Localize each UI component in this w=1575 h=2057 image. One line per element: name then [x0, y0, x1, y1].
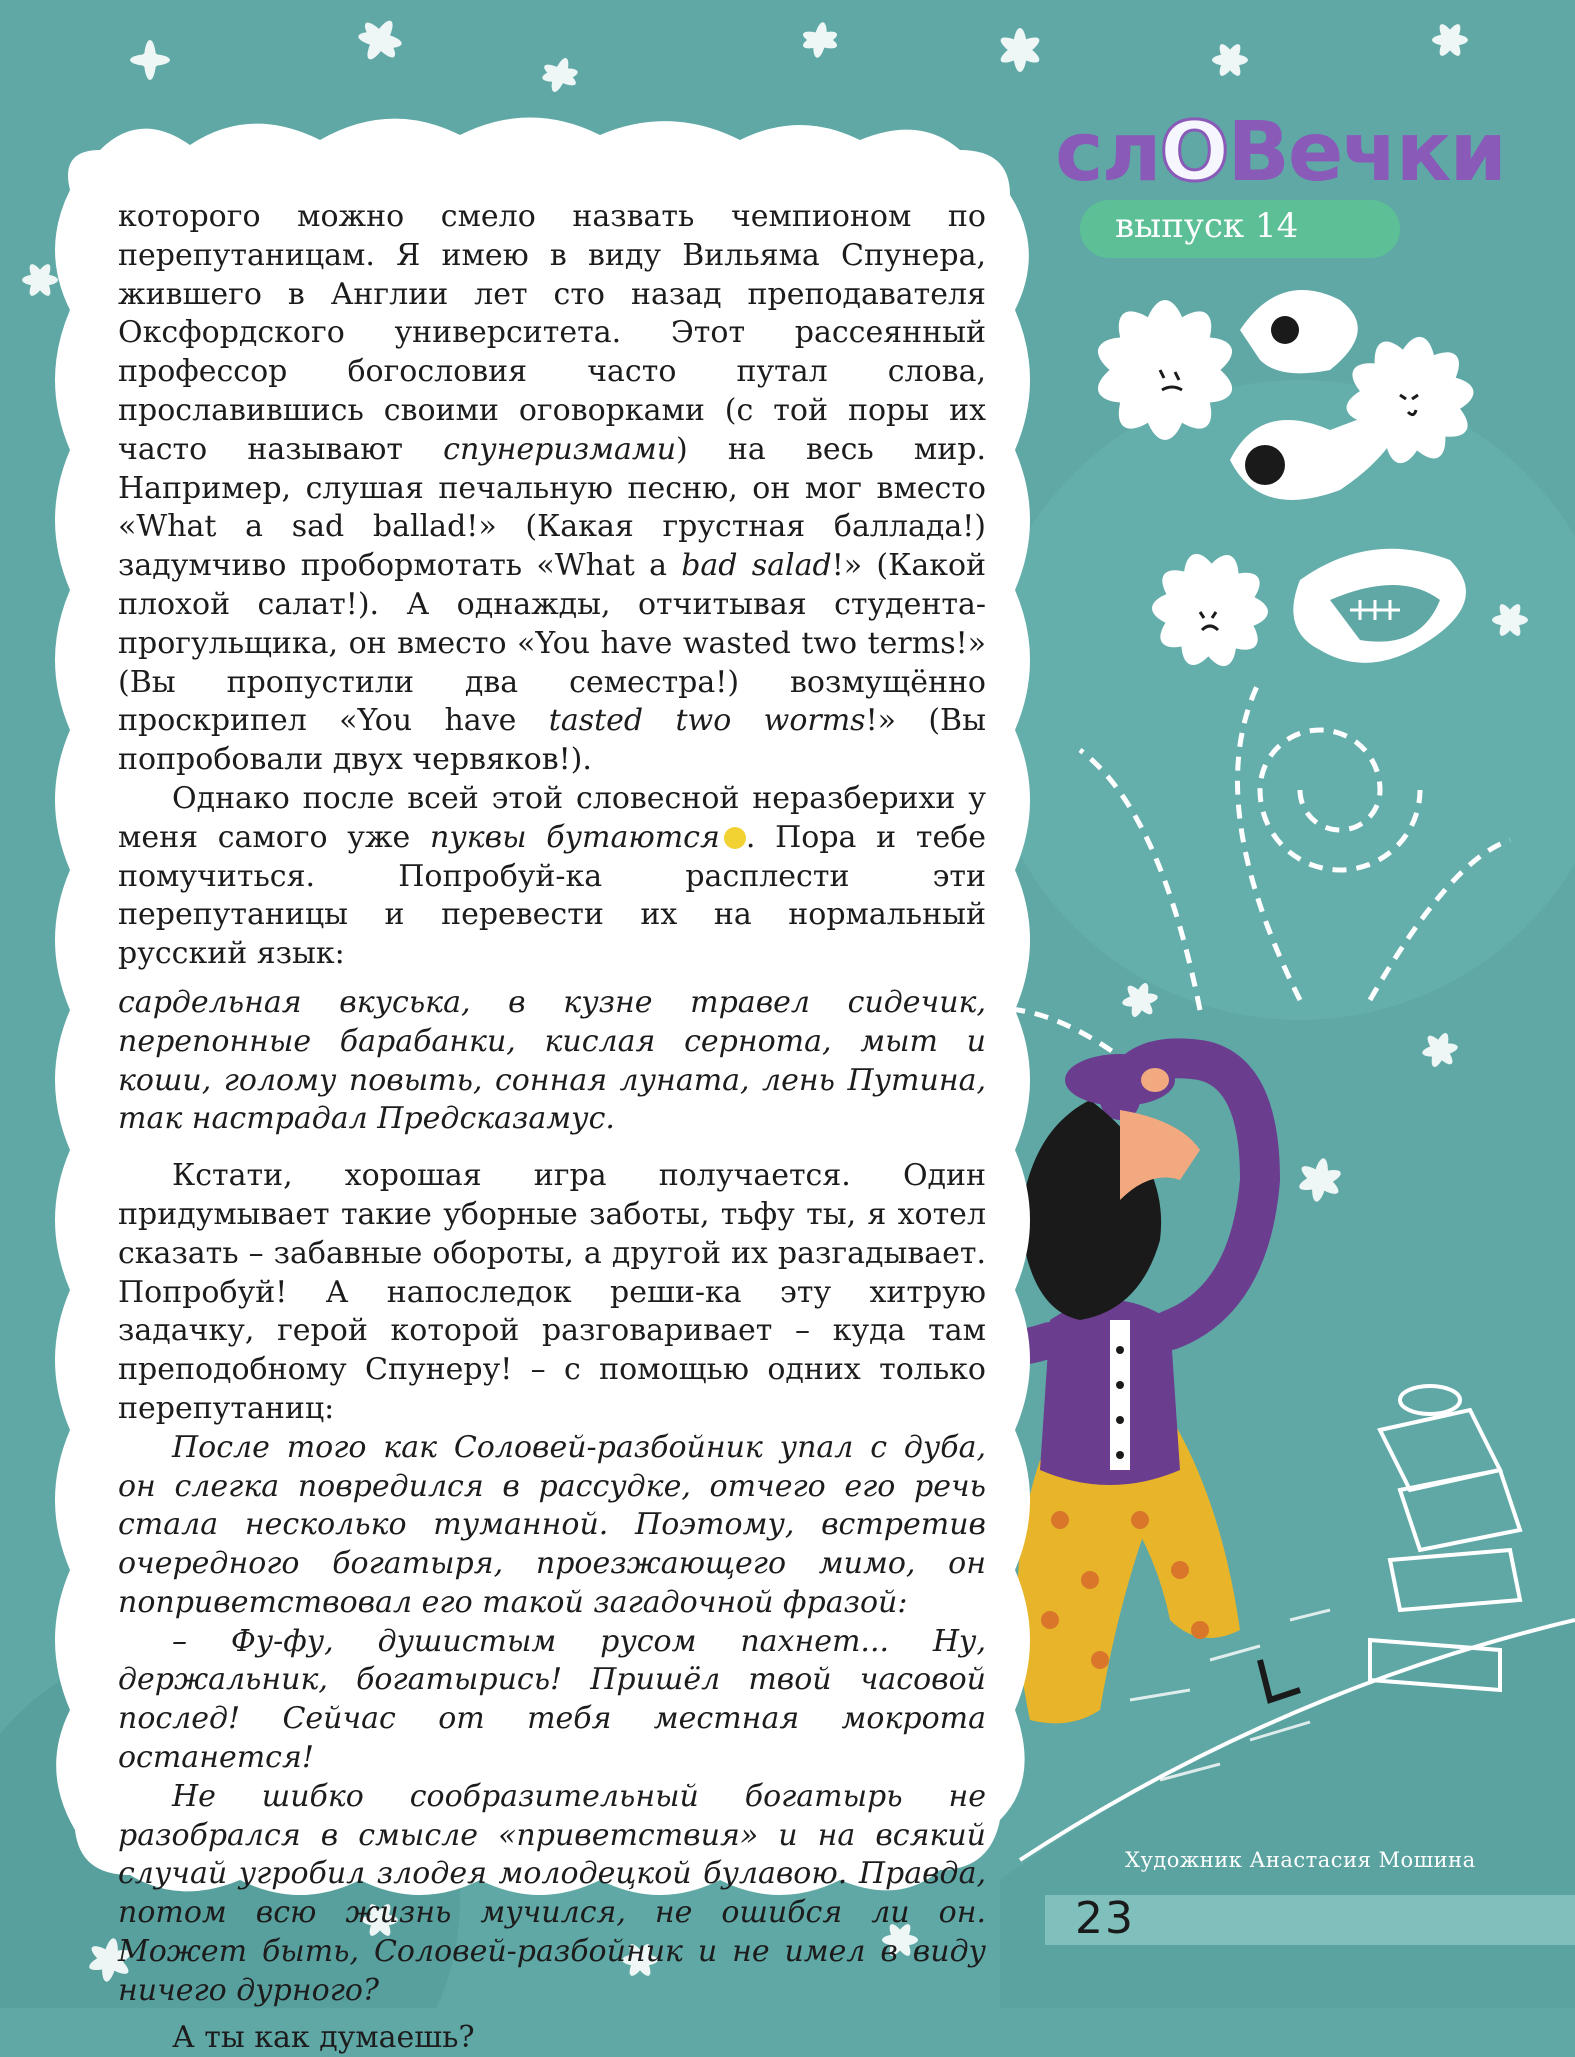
article-body [118, 198, 986, 2057]
logo-title-part1: сл [1055, 105, 1160, 200]
story-paragraph-3: Не шибко сообразительный богатырь не разобрался в смысле «приветствия» и на всякий случай угробил злодея молодецкой булавою. Правда, потом всю жизнь мучился, не ошибся ли он. Может быть, Соловей-разбойник и не имел в виду ничего дурного? [118, 1778, 986, 2008]
story-paragraph-2: – Фу-фу, душистым русом пахнет... Ну, держальник, богатырись! Пришёл твой часовой послед! Сейчас от тебя местная мокрота останется! [118, 1623, 986, 1776]
puzzle-list: сардельная вкуська, в кузне травел сидечик, перепонные барабанки, кислая сернота, мыт и коши, голому повыть, сонная луната, лень Путина, так настрадал Предсказамус. [118, 984, 986, 1137]
closing-question: А ты как думаешь? [172, 2019, 475, 2055]
paragraph-2: Однако после всей этой словесной неразберихи у меня самого уже пуквы бутаются . Пора и тебе помучиться. Попробуй-ка расплести эти перепутаницы и перевести их на нормальный русский язык: [118, 780, 987, 972]
issue-label: выпуск 14 [1115, 206, 1299, 246]
paragraph-1: которого можно смело назвать чемпионом по перепутаницам. Я имею в виду Вильяма Спунера, жившего в Англии лет сто назад преподавателя Оксфордского университета. Этот рассеянный профессор богословия часто путал слова, прославившись своими оговорками (с той поры их часто называют спунеризмами) на весь мир. Например, слушая печальную песню, он мог вместо «What a sad ballad!» (Какая грустная баллада!) задумчиво пробормотать «What a bad salad!» (Какой плохой салат!). А однажды, отчитывая студента-прогульщика, он вместо «You have wasted two terms!» (Вы пропустили два семестра!) возмущённо проскрипел «You have tasted two worms!» (Вы попробовали двух червяков!). [118, 199, 987, 778]
logo-title-part3: Вечки [1227, 105, 1505, 200]
logo-title [1055, 105, 1505, 200]
page-number: 23 [1075, 1893, 1135, 1944]
paragraph-3: Кстати, хорошая игра получается. Один придумывает такие уборные заботы, тьфу ты, я хотел сказать – забавные обороты, а другой их разгадывает. Попробуй! А напоследок реши-ка эту хитрую задачку, герой которой разговаривает – куда там преподобному Спунеру! – с помощью одних только перепутаниц: [118, 1158, 986, 1426]
magazine-logo [1055, 105, 1525, 262]
smiley-icon [724, 827, 746, 849]
story-paragraph-1: После того как Соловей-разбойник упал с дуба, он слегка повредился в рассудке, отчего его речь стала несколько туманной. Поэтому, встретив очередного богатыря, проезжающего мимо, он поприветствовал его такой загадочной фразой: [118, 1429, 986, 1620]
logo-title-part2: О [1159, 105, 1228, 200]
illustrator-credit: Художник Анастасия Мошина [1125, 1848, 1476, 1872]
